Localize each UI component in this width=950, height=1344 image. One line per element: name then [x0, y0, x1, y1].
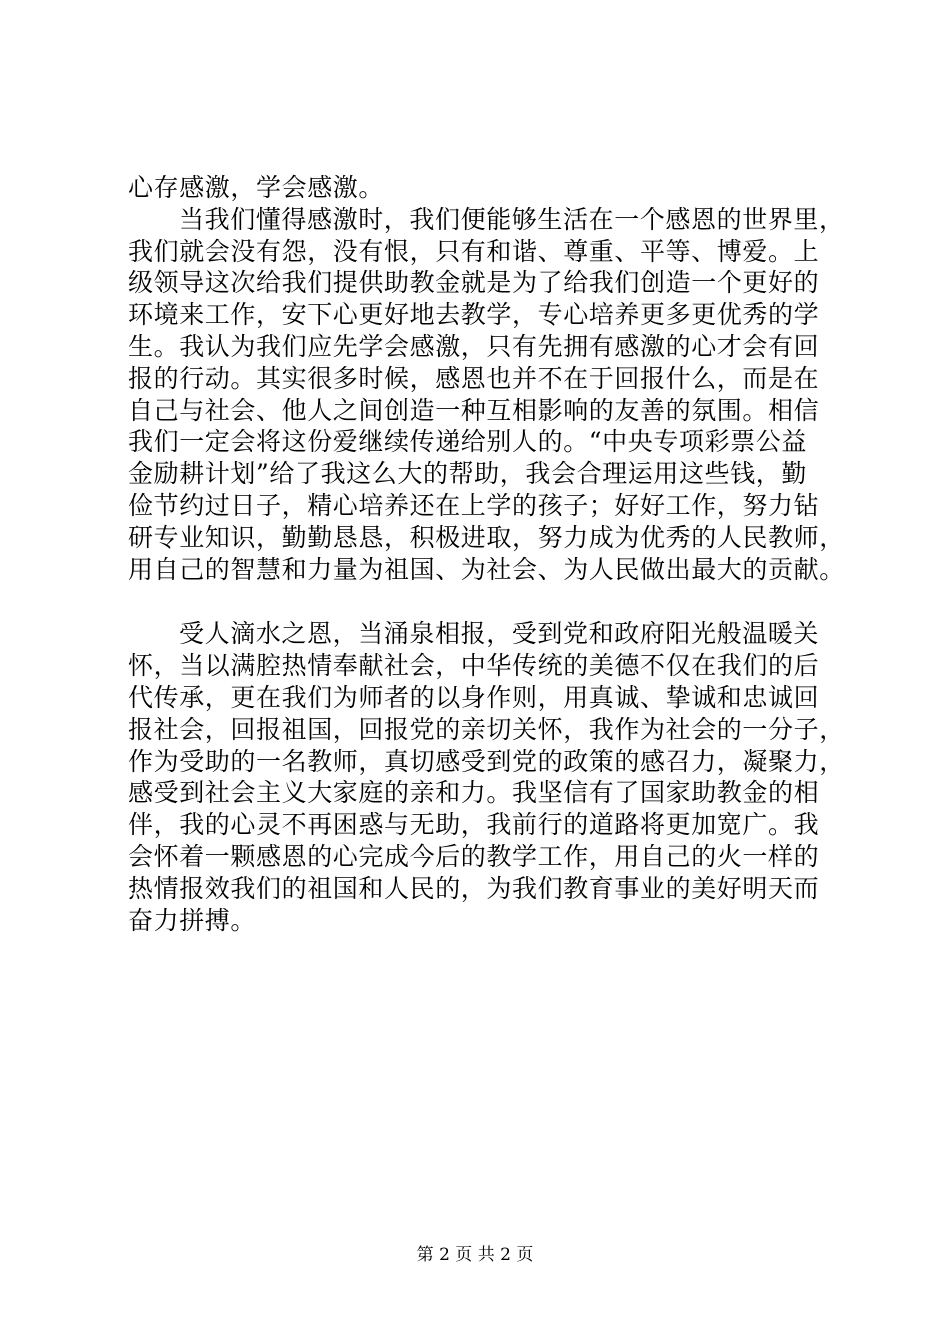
text-line: 代传承，更在我们为师者的以身作则，用真诚、挚诚和忠诚回 — [128, 682, 820, 712]
text-line: 作为受助的一名教师，真切感受到党的政策的感召力，凝聚力， — [128, 746, 845, 776]
text-line: 级领导这次给我们提供助教金就是为了给我们创造一个更好的 — [128, 268, 820, 298]
page-number-footer: 第 2 页 共 2 页 — [416, 1245, 534, 1265]
text-line: 热情报效我们的祖国和人民的，为我们教育事业的美好明天而 — [128, 873, 820, 903]
text-line: 当我们懂得感激时，我们便能够生活在一个感恩的世界里， — [179, 204, 845, 234]
text-line: 伴，我的心灵不再困惑与无助，我前行的道路将更加宽广。我 — [128, 810, 820, 840]
text-line: 用自己的智慧和力量为祖国、为社会、为人民做出最大的贡献。 — [128, 554, 845, 584]
document-body — [128, 172, 848, 936]
text-line: 俭节约过日子，精心培养还在上学的孩子；好好工作，努力钻 — [128, 490, 820, 520]
paragraph-spacer — [128, 585, 848, 618]
text-line: 奋力拼搏。 — [128, 905, 257, 935]
text-line: 我们就会没有怨，没有恨，只有和谐、尊重、平等、博爱。上 — [128, 236, 820, 266]
text-line: 感受到社会主义大家庭的亲和力。我坚信有了国家助教金的相 — [128, 778, 820, 808]
text-line: 心存感激，学会感激。 — [128, 173, 385, 202]
text-line: 受人滴水之恩，当涌泉相报，受到党和政府阳光般温暖关 — [179, 619, 820, 649]
text-line: 生。我认为我们应先学会感激，只有先拥有感激的心才会有回 — [128, 331, 820, 361]
text-line: 怀，当以满腔热情奉献社会，中华传统的美德不仅在我们的后 — [128, 651, 820, 681]
paragraph-1 — [128, 172, 848, 204]
text-line: 报社会，回报祖国，回报党的亲切关怀，我作为社会的一分子， — [128, 714, 845, 744]
text-line: 研专业知识，勤勤恳恳，积极进取，努力成为优秀的人民教师， — [128, 522, 845, 552]
paragraph-3 — [128, 618, 848, 936]
text-line: 报的行动。其实很多时候，感恩也并不在于回报什么，而是在 — [128, 363, 820, 393]
text-line: 自己与社会、他人之间创造一种互相影响的友善的氛围。相信 — [128, 395, 820, 425]
text-line: 金励耕计划”给了我这么大的帮助，我会合理运用这些钱，勤 — [128, 459, 807, 489]
text-line: 我们一定会将这份爱继续传递给别人的。“中央专项彩票公益 — [128, 427, 807, 457]
paragraph-2 — [128, 204, 848, 586]
text-line: 环境来工作，安下心更好地去教学，专心培养更多更优秀的学 — [128, 300, 820, 330]
text-line: 会怀着一颗感恩的心完成今后的教学工作，用自己的火一样的 — [128, 841, 820, 871]
